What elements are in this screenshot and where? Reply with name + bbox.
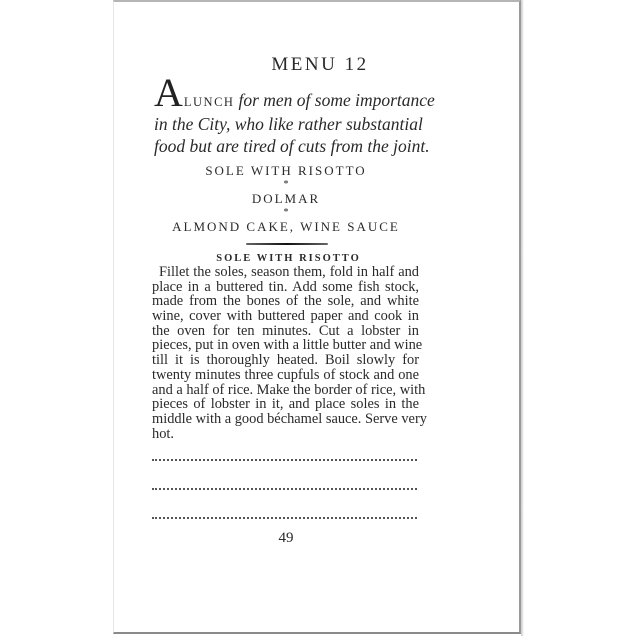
intro-line-3: food but are tired of cuts from the joint. (154, 136, 430, 156)
intro-smallcaps: LUNCH (183, 95, 235, 109)
page-number: 49 (278, 530, 294, 546)
intro-line-2: in the City, who like rather substantial (154, 114, 423, 134)
asterisk-separator-icon: * (283, 179, 289, 190)
horizontal-rule (246, 243, 328, 245)
dotted-note-line (152, 459, 417, 461)
intro-paragraph (154, 70, 454, 157)
recipe-line: made from the bones of the sole, and white (152, 293, 419, 310)
recipe-line: till it is thoroughly heated. Boil slowly for (152, 352, 419, 369)
recipe-line: Fillet the soles, season them, fold in half and (159, 264, 419, 280)
intro-line-1: for men of some importance (238, 90, 435, 110)
recipe-body (152, 264, 427, 442)
dotted-note-line (152, 517, 417, 519)
menu-title: MENU 12 (271, 54, 369, 75)
menu-item: SOLE WITH RISOTTO (205, 163, 367, 178)
recipe-line: the oven for ten minutes. Cut a lobster in (152, 322, 419, 339)
recipe-line: wine, cover with buttered paper and cook in (152, 308, 419, 325)
recipe-line: pieces of lobster in it, and place soles in the (152, 396, 419, 413)
recipe-line: middle with a good béchamel sauce. Serve very (152, 410, 427, 427)
asterisk-separator-icon: * (283, 207, 289, 218)
drop-cap: A (154, 70, 183, 115)
recipe-line: hot. (152, 425, 174, 442)
menu-list (0, 162, 572, 235)
recipe-line: and a half of rice. Make the border of rice, with (152, 381, 426, 398)
recipe-title: SOLE WITH RISOTTO (216, 253, 361, 264)
menu-item: ALMOND CAKE, WINE SAUCE (172, 219, 400, 234)
dotted-note-line (152, 488, 417, 490)
menu-item: DOLMAR (251, 191, 321, 206)
recipe-line: twenty minutes three cupfuls of stock and one (152, 366, 419, 383)
recipe-line: place in a buttered tin. Add some fish stock, (152, 278, 419, 295)
recipe-line: pieces, put in oven with a little butter and wine (152, 337, 423, 354)
